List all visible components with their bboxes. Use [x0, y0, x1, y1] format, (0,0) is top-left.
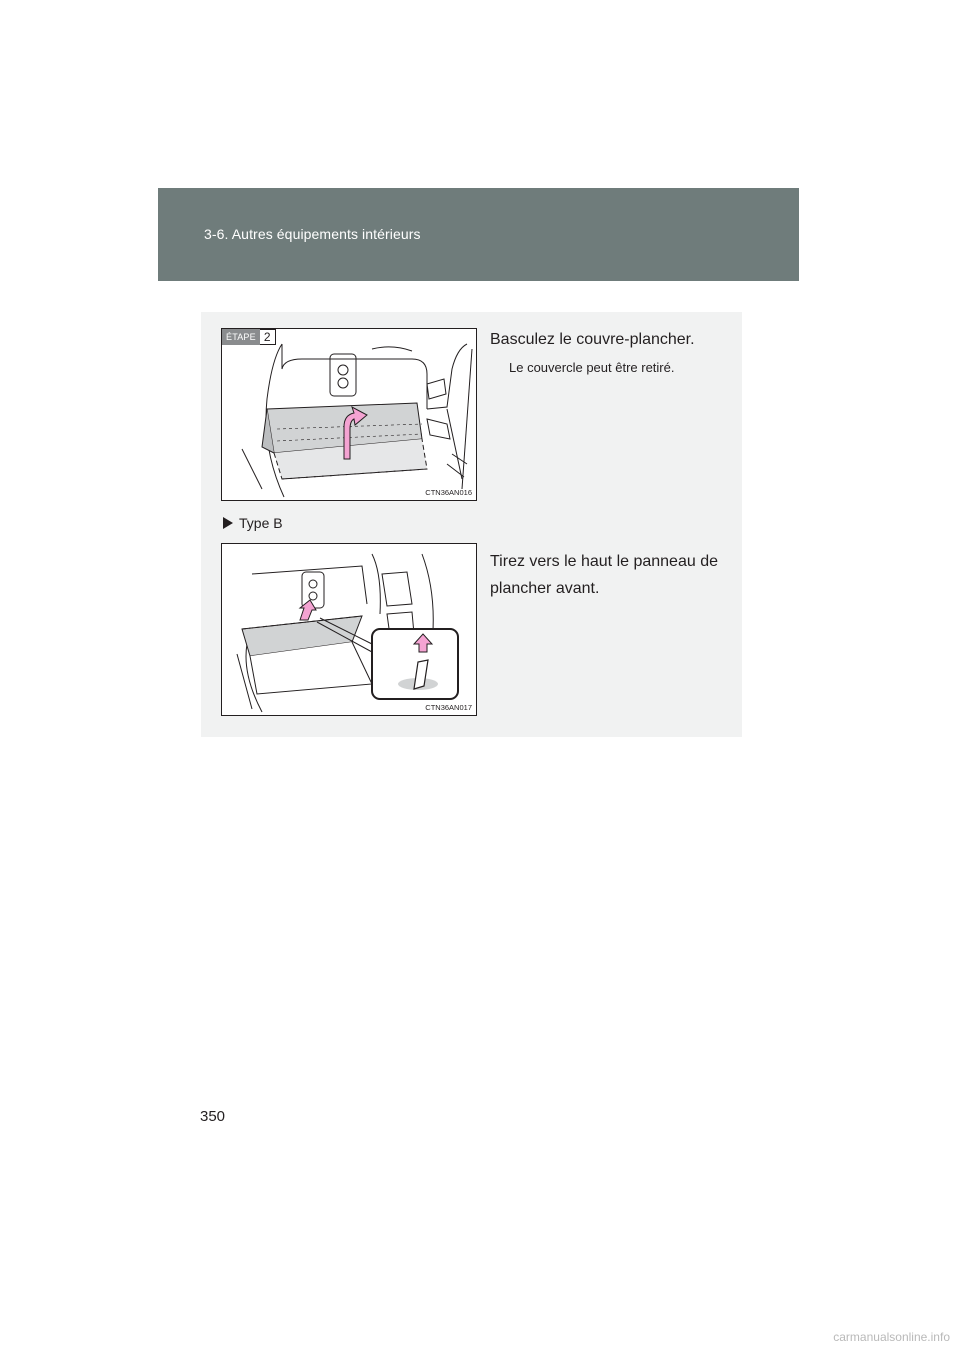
- figure-code: CTN36AN016: [425, 488, 472, 497]
- figure-code: CTN36AN017: [425, 703, 472, 712]
- cargo-area-illustration: [222, 329, 476, 500]
- step-label: ÉTAPE: [222, 329, 260, 345]
- type-b-heading: [223, 515, 283, 531]
- type-b-label: Type B: [239, 515, 283, 531]
- step-note: Le couvercle peut être retiré.: [509, 360, 675, 375]
- step-instruction: Basculez le couvre-plancher.: [490, 331, 695, 348]
- triangle-bullet-icon: [223, 517, 233, 529]
- header-band: [158, 188, 799, 281]
- watermark: carmanualsonline.info: [833, 1330, 950, 1344]
- step-badge: [222, 329, 276, 345]
- section-title: 3-6. Autres équipements intérieurs: [204, 226, 421, 242]
- type-b-instruction: Tirez vers le haut le panneau de plancher avant.: [490, 553, 718, 597]
- page-number: 350: [200, 1108, 226, 1125]
- step-number: 2: [260, 329, 276, 345]
- cargo-floor-illustration: [222, 544, 476, 715]
- content-panel: [201, 312, 742, 737]
- figure-lift-front-floor-panel: [221, 543, 477, 716]
- figure-tilt-floor-cover: [221, 328, 477, 501]
